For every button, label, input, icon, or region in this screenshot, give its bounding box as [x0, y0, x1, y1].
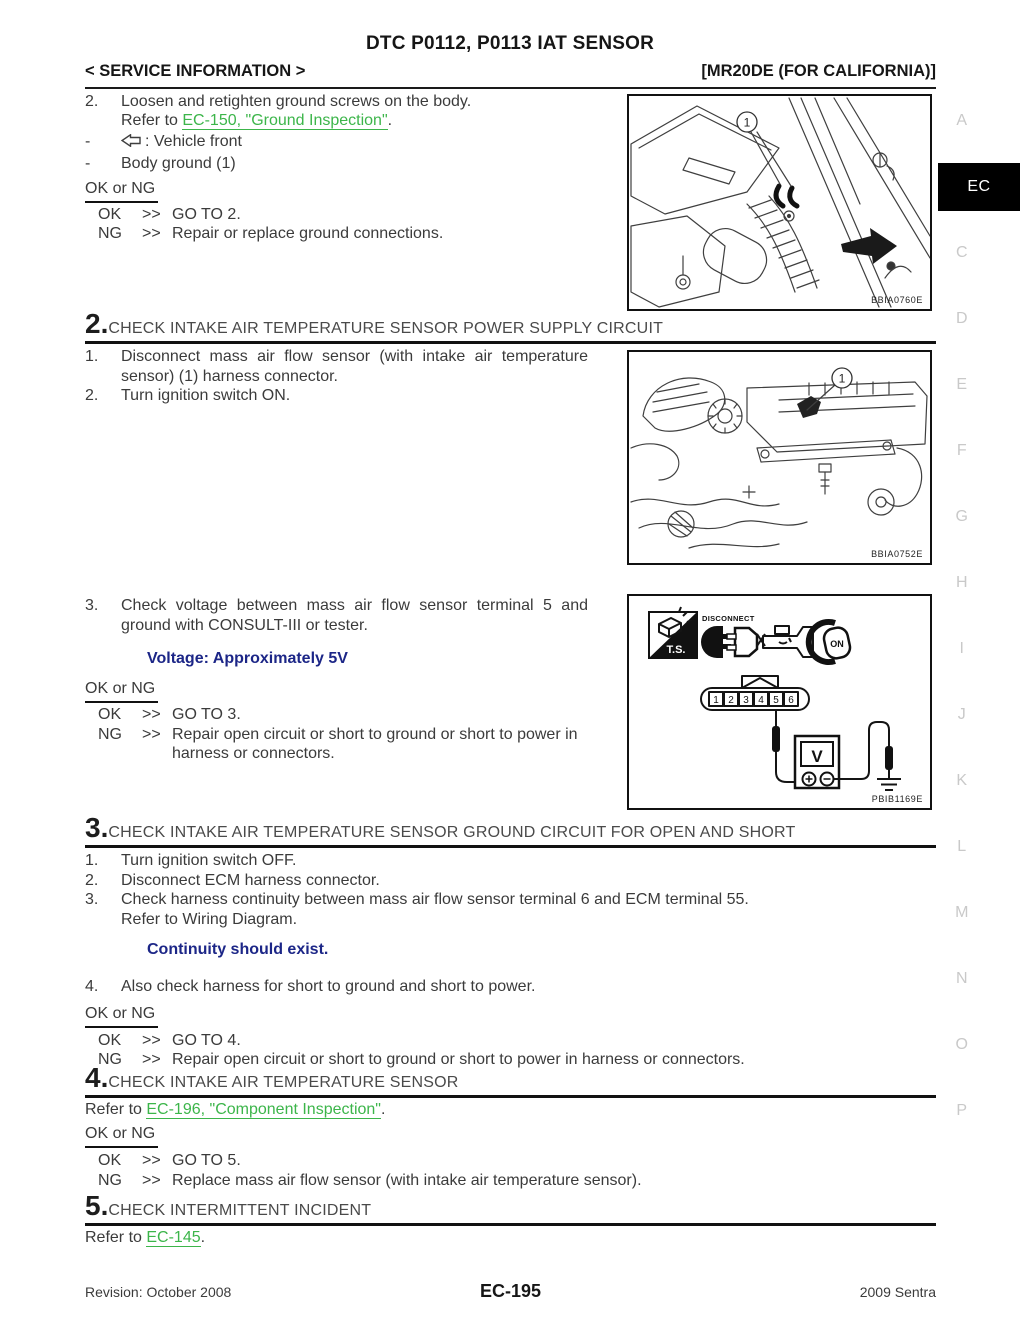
side-tab-ec[interactable]: EC — [938, 163, 1020, 211]
list-text-2: Refer to Wiring Diagram. — [121, 910, 298, 928]
list-item — [85, 871, 936, 891]
service-information-label: < SERVICE INFORMATION > — [85, 62, 306, 80]
model-label: 2009 Sentra — [859, 1284, 937, 1300]
section-2-check-voltage — [85, 596, 622, 764]
list-number: 1. — [85, 348, 99, 365]
refer-prefix: Refer to — [121, 111, 178, 129]
section-2-steps — [85, 347, 622, 406]
list-item — [85, 977, 936, 997]
engine-variant-label: [MR20DE (FOR CALIFORNIA)] — [701, 62, 936, 80]
list-number: 2. — [85, 93, 99, 110]
section-number: 5. — [85, 1190, 109, 1221]
page-subheader — [85, 62, 936, 81]
list-text: Loosen and retighten ground screws on the body. — [121, 93, 472, 110]
result-row-ng — [85, 224, 622, 244]
result-row-ng — [85, 725, 622, 764]
list-number: 3. — [85, 891, 99, 908]
list-item — [85, 347, 622, 386]
result-label: NG — [98, 1171, 122, 1189]
figure-code: BBIA0752E — [871, 549, 923, 559]
ec145-link[interactable]: EC-145 — [146, 1229, 201, 1246]
list-number: 3. — [85, 597, 99, 614]
refer-line — [85, 1229, 936, 1247]
svg-text:T.S.: T.S. — [666, 644, 686, 656]
continuity-spec: Continuity should exist. — [147, 941, 329, 958]
side-tab-k[interactable]: K — [956, 772, 968, 789]
ts-tool-icon — [649, 607, 697, 658]
illustration-ground-screws — [627, 94, 932, 311]
section-3-body — [85, 851, 936, 1070]
svg-text:4: 4 — [758, 695, 764, 706]
svg-text:DISCONNECT: DISCONNECT — [702, 614, 755, 623]
revision-label: Revision: October 2008 — [85, 1284, 232, 1300]
result-arrows: >> — [142, 706, 161, 723]
section-title: CHECK INTAKE AIR TEMPERATURE SENSOR GROUND CIRCUIT FOR OPEN AND SHORT — [108, 824, 796, 841]
section-4-body — [85, 1101, 936, 1190]
refer-suffix: . — [380, 1101, 386, 1118]
callout-number: 1 — [743, 115, 751, 130]
bullet-vehicle-front — [85, 132, 622, 153]
side-tab-h[interactable]: H — [955, 574, 969, 591]
callout-1 — [737, 112, 791, 186]
illustration-maf-sensor-location — [627, 350, 932, 565]
result-text: GO TO 5. — [172, 1152, 241, 1169]
result-label: NG — [98, 225, 122, 242]
result-row-ok — [85, 1031, 936, 1051]
refer-prefix: Refer to — [85, 1101, 142, 1118]
list-text: Check harness continuity between mass air flow sensor terminal 6 and ECM terminal 55. — [121, 891, 749, 908]
result-label: OK — [98, 1031, 122, 1049]
illustration-voltage-test — [627, 594, 932, 810]
bullet-body-ground — [85, 154, 622, 175]
list-text: Turn ignition switch ON. — [121, 387, 291, 404]
list-text: Check voltage between mass air flow sensor terminal 5 and ground with CONSULT-III or tester. — [121, 597, 588, 634]
ok-or-ng-label: OK or NG — [85, 679, 158, 703]
side-tab-f[interactable]: F — [956, 442, 968, 459]
maf-connector-icon — [757, 626, 813, 657]
header-rule — [85, 87, 936, 89]
refer-line — [85, 1101, 936, 1119]
ok-or-ng-label: OK or NG — [85, 179, 158, 203]
engine-bay-sketch — [629, 96, 930, 309]
result-label: OK — [98, 706, 122, 723]
page-title: DTC P0112, P0113 IAT SENSOR — [365, 33, 655, 54]
side-tab-d[interactable]: D — [955, 310, 969, 327]
ok-or-ng-label: OK or NG — [85, 1124, 158, 1148]
engine-top-sketch — [629, 352, 930, 563]
figure-code: PBIB1169E — [871, 794, 923, 804]
bullet-text: : Vehicle front — [145, 132, 242, 150]
svg-text:1: 1 — [713, 695, 719, 706]
list-item — [85, 92, 622, 112]
figure-code: BBIA0760E — [871, 295, 923, 305]
list-number: 2. — [85, 871, 99, 889]
chapter-tab-rail — [930, 88, 1020, 1144]
svg-text:2: 2 — [728, 695, 734, 706]
result-label: OK — [98, 205, 122, 223]
side-tab-g[interactable]: G — [955, 508, 969, 525]
result-text: Repair or replace ground connections. — [172, 225, 444, 242]
svg-text:ON: ON — [830, 639, 844, 649]
result-arrows: >> — [142, 1031, 161, 1049]
result-text: GO TO 2. — [172, 205, 241, 223]
callout-number: 1 — [838, 371, 846, 386]
disconnect-icon — [701, 614, 757, 658]
svg-text:3: 3 — [743, 695, 749, 706]
dash: - — [85, 155, 91, 172]
voltage-spec: Voltage: Approximately 5V — [147, 650, 348, 667]
svg-text:V: V — [811, 747, 823, 766]
section-title: CHECK INTAKE AIR TEMPERATURE SENSOR — [108, 1074, 459, 1091]
ground-inspection-block — [85, 92, 622, 244]
list-number: 2. — [85, 387, 99, 404]
dash: - — [85, 132, 91, 150]
side-tab-a[interactable]: A — [956, 112, 968, 129]
refer-line — [85, 112, 622, 130]
ignition-on-icon — [809, 622, 852, 662]
page-footer — [85, 1281, 936, 1302]
result-arrows: >> — [142, 205, 161, 223]
svg-text:5: 5 — [773, 695, 779, 706]
list-text: Disconnect ECM harness connector. — [121, 871, 380, 889]
ok-or-ng-label: OK or NG — [85, 1004, 158, 1028]
result-label: NG — [98, 1051, 122, 1068]
section-3-heading — [85, 813, 936, 848]
section-number: 3. — [85, 812, 109, 843]
list-text: Also check harness for short to ground and short to power. — [121, 978, 536, 995]
svg-text:6: 6 — [788, 695, 794, 706]
result-row-ok — [85, 705, 622, 725]
result-arrows: >> — [142, 225, 161, 242]
vehicle-front-arrow-icon — [121, 134, 141, 147]
bullet-text: Body ground (1) — [121, 155, 236, 172]
list-text: Turn ignition switch OFF. — [121, 852, 297, 869]
list-number: 4. — [85, 978, 99, 995]
result-text: Replace mass air flow sensor (with intake air temperature sensor). — [172, 1171, 642, 1189]
side-tab-o[interactable]: O — [955, 1036, 969, 1053]
test-diagram — [629, 596, 930, 808]
ec150-link[interactable]: EC-150, "Ground Inspection" — [182, 111, 388, 129]
result-arrows: >> — [142, 1152, 161, 1169]
side-tab-j[interactable]: J — [957, 706, 967, 723]
refer-suffix: . — [200, 1229, 206, 1246]
result-arrows: >> — [142, 725, 161, 743]
callout-1 — [807, 368, 852, 410]
result-row-ng — [85, 1171, 936, 1191]
section-number: 2. — [85, 308, 109, 339]
ground-screw-marks — [776, 186, 797, 206]
refer-suffix: . — [387, 111, 393, 129]
section-5-heading — [85, 1191, 936, 1226]
list-item — [85, 890, 936, 929]
side-tab-i[interactable]: I — [959, 640, 965, 657]
refer-prefix: Refer to — [85, 1229, 142, 1246]
list-text: Disconnect mass air flow sensor (with intake air temperature sensor) (1) harness connector. — [121, 348, 588, 385]
section-4-heading — [85, 1063, 936, 1098]
side-tab-e[interactable]: E — [956, 376, 968, 393]
list-item — [85, 386, 622, 406]
ec196-link[interactable]: EC-196, "Component Inspection" — [146, 1101, 381, 1118]
result-text: Repair open circuit or short to ground or short to power in harness or connectors. — [172, 1051, 745, 1068]
result-text: Repair open circuit or short to ground or short to power in harness or connectors. — [172, 725, 578, 762]
direction-arrow — [841, 228, 897, 264]
list-item — [85, 596, 622, 635]
side-tab-n[interactable]: N — [955, 970, 969, 987]
result-label: OK — [98, 1152, 122, 1169]
result-arrows: >> — [142, 1171, 161, 1189]
result-arrows: >> — [142, 1051, 161, 1068]
section-5-body — [85, 1229, 936, 1247]
result-text: GO TO 4. — [172, 1031, 241, 1049]
result-text: GO TO 3. — [172, 706, 241, 723]
section-title: CHECK INTAKE AIR TEMPERATURE SENSOR POWER SUPPLY CIRCUIT — [108, 320, 664, 337]
section-title: CHECK INTERMITTENT INCIDENT — [108, 1202, 372, 1219]
section-number: 4. — [85, 1062, 109, 1093]
section-2-heading — [85, 309, 936, 344]
result-row-ok — [85, 205, 622, 225]
list-number: 1. — [85, 852, 99, 869]
side-tab-p[interactable]: P — [956, 1102, 968, 1119]
side-tab-c[interactable]: C — [955, 244, 969, 261]
page-number: EC-195 — [479, 1281, 542, 1301]
result-label: NG — [98, 725, 122, 743]
connector-pinout — [701, 676, 809, 710]
list-item — [85, 851, 936, 871]
result-row-ok — [85, 1151, 936, 1171]
voltmeter-circuit — [772, 710, 901, 790]
side-tab-m[interactable]: M — [955, 904, 969, 921]
side-tab-l[interactable]: L — [957, 838, 967, 855]
